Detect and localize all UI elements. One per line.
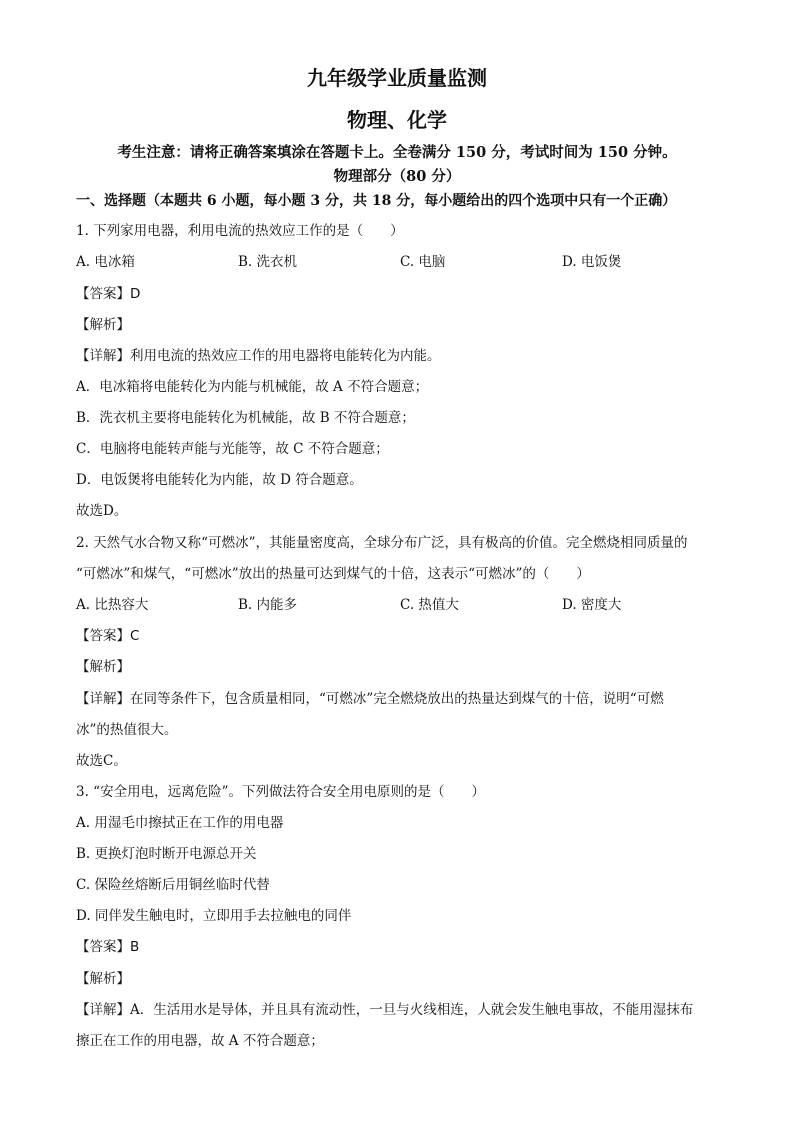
q2-option-a: A. 比热容大 xyxy=(76,597,149,613)
q2-stem-line: 2. 天然气水合物又称“可燃冰”，其能量密度高，全球分布广泛，具有极高的价值。完全燃烧相同质量的 xyxy=(76,535,688,551)
q1-detail-line: D．电饭煲将电能转化为内能，故 D 符合题意。 xyxy=(76,472,363,488)
q1-detail-line: A．电冰箱将电能转化为内能与机械能，故 A 不符合题意； xyxy=(76,379,429,395)
q1-option-b: B. 洗衣机 xyxy=(238,254,298,270)
q1-option-d: D. 电饭煲 xyxy=(562,254,622,270)
q1-detail-line: 【详解】利用电流的热效应工作的用电器将电能转化为内能。 xyxy=(76,348,441,364)
q2-option-b: B. 内能多 xyxy=(238,597,298,613)
q1-conclusion: 故选D。 xyxy=(76,503,128,519)
q1-option-c: C. 电脑 xyxy=(400,254,446,270)
q2-detail-line: 冰”的热值很大。 xyxy=(76,722,178,738)
q3-stem: 3. “安全用电，远离危险”。下列做法符合安全用电原则的是（ ） xyxy=(76,784,485,800)
q3-answer: 【答案】B xyxy=(76,939,140,955)
q2-answer: 【答案】C xyxy=(76,628,140,644)
q1-option-a: A. 电冰箱 xyxy=(76,254,135,270)
q3-option-c: C. 保险丝熔断后用铜丝临时代替 xyxy=(76,877,270,893)
q2-option-d: D. 密度大 xyxy=(562,597,622,613)
q3-detail-line: 擦正在工作的用电器，故 A 不符合题意； xyxy=(76,1033,324,1049)
q3-option-b: B. 更换灯泡时断开电源总开关 xyxy=(76,846,257,862)
part-heading: 物理部分（80 分） xyxy=(333,168,461,185)
q2-option-c: C. 热值大 xyxy=(400,597,459,613)
q3-option-d: D. 同伴发生触电时，立即用手去拉触电的同伴 xyxy=(76,908,352,924)
q2-detail-line: 【详解】在同等条件下，包含质量相同，“可燃冰”完全燃烧放出的热量达到煤气的十倍，说明“可燃 xyxy=(76,691,664,707)
q2-stem-line: “可燃冰”和煤气，“可燃冰”放出的热量可达到煤气的十倍，这表示“可燃冰”的（ ） xyxy=(76,566,590,582)
q3-option-a: A. 用湿毛巾擦拭正在工作的用电器 xyxy=(76,815,284,831)
q3-analysis-label: 【解析】 xyxy=(76,971,130,987)
section-heading: 一、选择题（本题共 6 小题，每小题 3 分，共 18 分，每小题给出的四个选项中只有一个正确） xyxy=(76,193,677,209)
exam-subject: 物理、化学 xyxy=(347,108,447,132)
q2-conclusion: 故选C。 xyxy=(76,753,127,769)
q1-analysis-label: 【解析】 xyxy=(76,317,130,333)
q2-analysis-label: 【解析】 xyxy=(76,659,130,675)
q1-detail-line: C．电脑将电能转声能与光能等，故 C 不符合题意； xyxy=(76,441,389,457)
exam-title: 九年级学业质量监测 xyxy=(307,66,487,90)
q3-detail-line: 【详解】A．生活用水是导体，并且具有流动性，一旦与火线相连，人就会发生触电事故，不能用湿抹布 xyxy=(76,1002,694,1018)
q1-stem: 1. 下列家用电器，利用电流的热效应工作的是（ ） xyxy=(76,223,404,239)
q1-answer: 【答案】D xyxy=(76,286,141,302)
exam-notice: 考生注意：请将正确答案填涂在答题卡上。全卷满分 150 分，考试时间为 150 分钟。 xyxy=(117,144,677,161)
q1-detail-line: B．洗衣机主要将电能转化为机械能，故 B 不符合题意； xyxy=(76,410,415,426)
